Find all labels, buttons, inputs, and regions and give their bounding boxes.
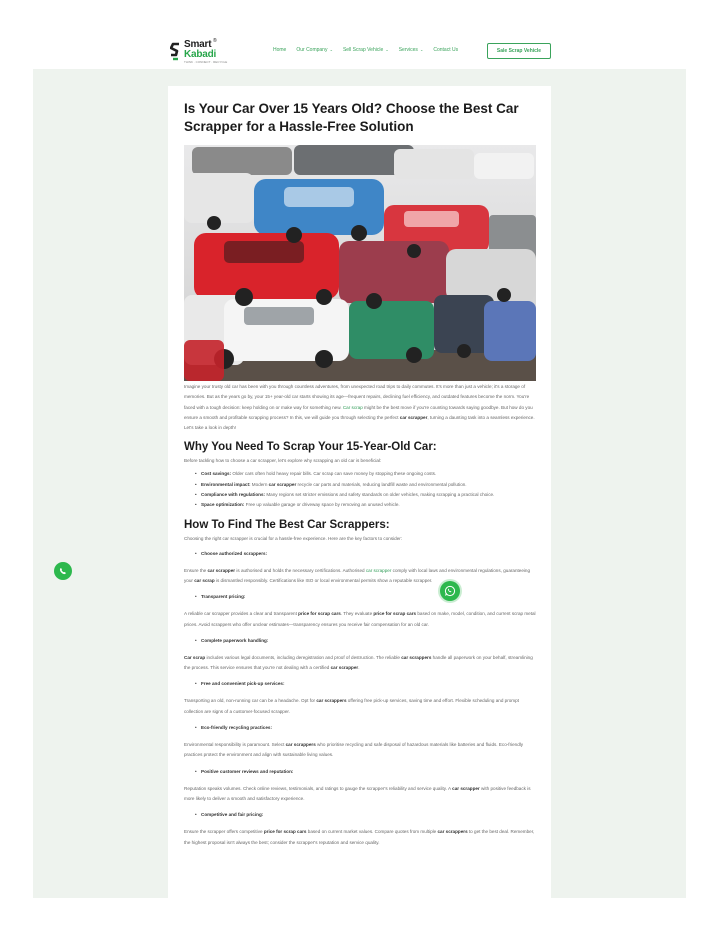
article-content [184, 100, 536, 848]
factor-paragraph: Reputation speaks volumes. Check online reviews, testimonials, and ratings to gauge the scrapper's reliability and service quality. A car scrapper with positive feedback is more likely to deliver a smooth and satisfactory experience. [184, 785, 531, 801]
factor-item [184, 679, 536, 717]
list-item: • Compliance with regulations: Many regions set stricter emissions and safety standards on older vehicles, making scrapping a practical choice. [195, 490, 536, 500]
sale-scrap-vehicle-button[interactable]: Sale Scrap Vehicle [487, 43, 551, 59]
car-scrapper-link[interactable]: car scrapper [365, 567, 392, 573]
factor-item [184, 592, 536, 630]
how-heading: How To Find The Best Car Scrappers: [184, 518, 390, 531]
nav-item-services[interactable]: Services ⌄ [398, 47, 424, 53]
list-item: • Environmental impact: Modern car scrapper recycle car parts and materials, reducing landfill waste and environmental pollution. [195, 480, 536, 490]
why-heading: Why You Need To Scrap Your 15-Year-Old Car: [184, 441, 437, 454]
stacked-scrap-cars-photo-icon [184, 145, 536, 381]
factor-paragraph: Car scrap includes various legal documents, including deregistration and proof of destruction. The reliable car scrappers handle all paperwork on your behalf, streamlining the process. This service ensures that you're not dealing with a certified car scrapper. [184, 654, 533, 671]
list-item: • Space optimization: Free up valuable garage or driveway space by removing an unused vehicle. [195, 500, 536, 510]
chevron-down-icon: ⌄ [328, 47, 333, 52]
factor-heading: • Eco-friendly recycling practices: [195, 723, 536, 733]
factor-item [184, 723, 536, 761]
intro-paragraph: Imagine your trusty old car has been with you through countless adventures, from unexpected road trips to daily commutes. It's more than just a vehicle; it's a storage of memories. But as the years go by, your 15+ year-old car starts showing its age—frequent repairs, declining fuel efficiency, and outdated features become the norm. You're faced with a tough decision: keep holding on or make way for something new. Car scrap might be the best move if you're counting towards saying goodbye. But how do you ensure a smooth and profitable scrapping process? In this, we will guide you through selecting the perfect car scrapper, turning a daunting task into a seamless experience. Let's take a look in depth! [184, 384, 535, 431]
article-title: Is Your Car Over 15 Years Old? Choose the Best Car Scrapper for a Hassle-Free Solution [184, 101, 519, 134]
site-header [0, 0, 720, 68]
chevron-down-icon: ⌄ [384, 47, 389, 52]
factors-list [184, 549, 536, 848]
factor-item [184, 636, 536, 674]
logo-line1: Smart [184, 39, 212, 50]
whatsapp-float-button[interactable] [54, 562, 72, 580]
why-list [195, 469, 536, 510]
factor-paragraph: Transporting an old, non-running car can be a headache. Opt for car scrappers offering free pick-up services, saving time and effort. Flexible scheduling and prompt collection are signs of a customer-focused scrapper. [184, 698, 519, 714]
whatsapp-icon [58, 566, 68, 576]
whatsapp-icon [444, 585, 456, 597]
factor-heading: • Choose authorized scrappers: [195, 549, 536, 559]
factor-paragraph: Environmental responsibility is paramount. Select car scrappers who prioritise recycling and safe disposal of hazardous materials like batteries and fluids. Eco-friendly practices protect the environment and align with sustainable living values. [184, 742, 524, 758]
factor-heading: • Positive customer reviews and reputation: [195, 767, 536, 777]
logo-line2: Kabadi [184, 49, 217, 60]
site-logo[interactable] [170, 40, 227, 64]
factor-heading: • Transparent pricing: [195, 592, 536, 602]
main-nav [273, 47, 458, 53]
factor-item [184, 767, 536, 805]
nav-item-home[interactable]: Home [273, 47, 287, 53]
logo-registered-mark: ® [213, 38, 217, 44]
list-item: • Cost savings: Older cars often hold heavy repair bills. Car scrap can save money by stopping these ongoing costs. [195, 469, 536, 479]
factor-heading: • Complete paperwork handling: [195, 636, 536, 646]
chevron-down-icon: ⌄ [418, 47, 424, 52]
factor-paragraph: A reliable car scrapper provides a clear and transparent price for scrap cars. They evaluate price for scrap cars based on make, model, condition, and current scrap metal prices. Avoid scrappers who offer unclear estimates—transparency ensures you receive fair compensation for an old car. [184, 611, 536, 627]
car-scrap-link[interactable]: Car scrap [342, 404, 363, 410]
logo-s-icon [170, 42, 181, 62]
nav-item-sell-scrap-vehicle[interactable]: Sell Scrap Vehicle ⌄ [342, 47, 389, 53]
factor-heading: • Competitive and fair pricing: [195, 810, 536, 820]
how-subtext: Choosing the right car scrapper is crucial for a hassle-free experience. Here are the key factors to consider: [184, 535, 403, 541]
factor-heading: • Free and convenient pick-up services: [195, 679, 536, 689]
nav-item-contact-us[interactable]: Contact Us [433, 47, 459, 53]
factor-item [184, 810, 536, 848]
nav-item-our-company[interactable]: Our Company ⌄ [296, 47, 333, 53]
factor-item [184, 549, 536, 587]
hero-image [184, 145, 536, 381]
factor-paragraph: Ensure the scrapper offers competitive price for scrap cars based on current market values. Compare quotes from multiple car scrappers to get the best deal. Remember, the highest proposal isn't always the best; consider the scrapper's reputation and service quality. [184, 829, 535, 845]
logo-tagline: THINK · CONNECT · RECYCLE [184, 60, 228, 64]
factor-paragraph: Ensure the car scrapper is authorised and holds the necessary certifications. Authorised car scrapper comply with local laws and environmental regulations, guaranteeing your car scrap is dismantled responsibly. Certifications like ISO or local environmental permits show a reputable scrapper. [184, 567, 531, 583]
why-subtext: Before tackling how to choose a car scrapper, let's explore why scrapping an old car is beneficial: [184, 458, 382, 464]
whatsapp-chat-button[interactable] [440, 581, 460, 601]
